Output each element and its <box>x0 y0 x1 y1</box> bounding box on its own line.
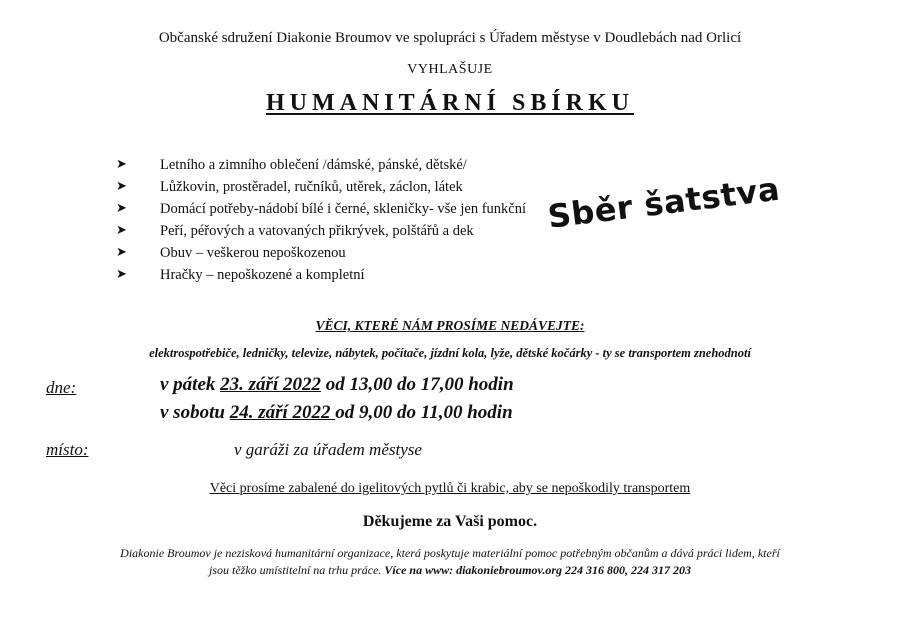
footer-line-2 <box>0 562 900 579</box>
list-item-text: Domácí potřeby-nádobí bílé i černé, skleničky- vše jen funkční <box>160 201 527 217</box>
list-item-text: Obuv – veškerou nepoškozenou <box>160 245 346 261</box>
arrowhead-bullet-icon: ➤ <box>116 179 127 194</box>
date1-pre: v pátek <box>160 374 221 395</box>
list-item <box>116 154 526 176</box>
list-item <box>116 220 526 242</box>
list-item-text: Hračky – nepoškozené a kompletní <box>160 267 365 283</box>
footer-note <box>0 545 900 579</box>
list-item <box>116 176 526 198</box>
place-value: v garáži za úřadem městyse <box>234 440 422 459</box>
place-label: místo: <box>46 440 89 459</box>
date-line-1 <box>160 374 514 396</box>
date-line-2 <box>160 402 513 424</box>
footer-line-2-text: jsou těžko umístitelní na trhu práce. <box>208 563 385 577</box>
arrowhead-bullet-icon: ➤ <box>116 267 127 282</box>
list-item-text: Letního a zimního oblečení /dámské, pánské, dětské/ <box>160 157 467 173</box>
do-not-give-heading: VĚCI, KTERÉ NÁM PROSÍME NEDÁVEJTE: <box>315 318 585 333</box>
list-item <box>116 198 526 220</box>
date2-date: 24. září 2022 <box>229 402 336 423</box>
announce-line: VYHLAŠUJE <box>407 62 493 77</box>
date1-post: od 13,00 do 17,00 hodin <box>320 374 514 395</box>
date-label: dne: <box>46 378 77 397</box>
arrowhead-bullet-icon: ➤ <box>116 223 127 238</box>
list-item <box>116 264 526 286</box>
arrowhead-bullet-icon: ➤ <box>116 245 127 260</box>
date1-date: 23. září 2022 <box>220 374 321 395</box>
collected-items-list <box>116 154 526 286</box>
stamp-text: Sběr šatstva <box>545 169 782 236</box>
list-item <box>116 242 526 264</box>
list-item-text: Peří, péřových a vatovaných přikrývek, polštářů a dek <box>160 223 474 239</box>
thanks-line: Děkujeme za Vaši pomoc. <box>362 513 538 530</box>
footer-line-1: Diakonie Broumov je nezisková humanitární organizace, která poskytuje materiální pomoc potřebným občanům a dává práci lidem, kteří <box>120 546 780 560</box>
footer-contact: Více na www: diakoniebroumov.org 224 316 800, 224 317 203 <box>384 563 691 577</box>
arrowhead-bullet-icon: ➤ <box>116 157 127 172</box>
date2-post: od 9,00 do 11,00 hodin <box>335 402 513 423</box>
list-item-text: Lůžkovin, prostěradel, ručníků, utěrek, záclon, látek <box>160 179 463 195</box>
date2-pre: v sobotu <box>160 402 230 423</box>
arrowhead-bullet-icon: ➤ <box>116 201 127 216</box>
packing-note: Věci prosíme zabalené do igelitových pytlů či krabic, aby se nepoškodily transportem <box>209 481 691 496</box>
intro-line: Občanské sdružení Diakonie Broumov ve spolupráci s Úřadem městyse v Doudlebách nad Orlicí <box>158 30 742 46</box>
do-not-give-list: elektrospotřebiče, ledničky, televize, nábytek, počítače, jízdní kola, lyže, dětské kočárky - ty se transportem znehodnotí <box>149 346 751 360</box>
page-title: HUMANITÁRNÍ SBÍRKU <box>265 90 635 116</box>
